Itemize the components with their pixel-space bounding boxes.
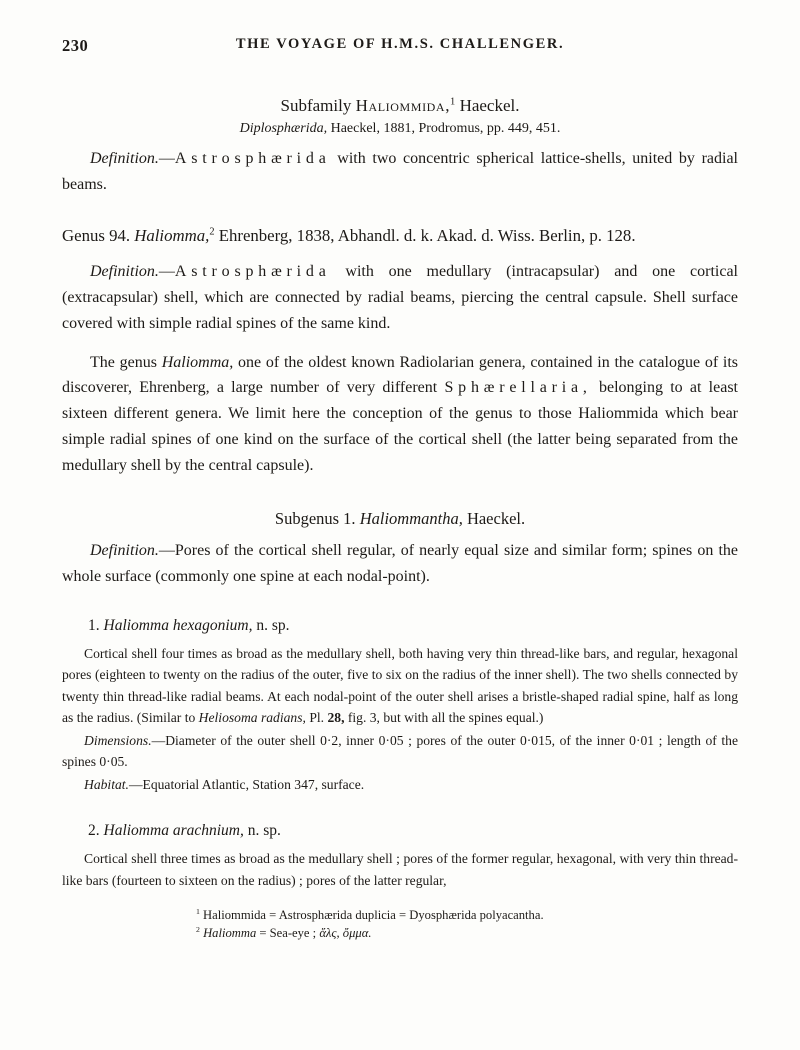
spaced-taxon-astrosphaerida: Astrosphærida <box>174 262 331 280</box>
species-number: 1. <box>88 616 104 634</box>
species-1-dimensions <box>62 730 738 773</box>
species-heading-suffix: n. sp. <box>243 822 281 840</box>
subgenus-name-italic: Haliommantha, <box>359 509 463 529</box>
discussion-text: one of the oldest known Radiolarian genera, contained in the catalogue of its discoverer, Ehrenberg, a large number of very different <box>62 353 739 397</box>
subfamily-footnote-marker: 1 <box>450 96 456 108</box>
description-text: Pl. <box>305 710 328 726</box>
subfamily-heading <box>62 96 738 116</box>
discussion-text: The genus <box>90 353 162 371</box>
description-text: Cortical shell four times as broad as the medullary shell, both having very thin thread-like bars, and regular, hexagonal pores (eighteen to twenty on the radius of the outer, five to six on the radius of the inner shell). The two shells connected by twenty thin thread-like radial beams. At each nodal-point of the outer shell arises a bristle-shaped radial spine, half as long as the radius. (Similar to <box>62 645 738 726</box>
genus-discussion-paragraph <box>62 350 738 480</box>
footnote-2-text: = Sea-eye ; <box>256 926 320 941</box>
description-text: Cortical shell three times as broad as the medullary shell ; pores of the former regular, hexagonal, with very thin thread-like bars (fourteen to sixteen on the radius) ; pores of the latter regular, <box>62 851 738 888</box>
synonym-citation: Haeckel, 1881, Prodromus, pp. 449, 451. <box>327 121 561 136</box>
plate-number-bold: 28, <box>327 710 345 726</box>
footnote-1 <box>196 906 738 924</box>
species-2-description <box>62 848 738 891</box>
subfamily-author: Haeckel. <box>455 96 520 115</box>
definition-label: Definition. <box>90 262 159 280</box>
species-name-italic: Haliomma hexagonium, <box>103 616 253 634</box>
subgenus-heading-prefix: Subgenus 1. <box>274 509 360 529</box>
dimensions-label: Dimensions. <box>84 732 152 748</box>
definition-body: Pores of the cortical shell regular, of nearly equal size and similar form; spines on the whole surface (commonly one spine at each nodal-point). <box>62 542 738 585</box>
footnote-2-greek: ἅλς, ὄμμα. <box>319 926 372 941</box>
subfamily-definition-paragraph <box>62 146 738 198</box>
footnote-2-marker: 2 <box>196 925 200 935</box>
heliosoma-radians-italic: Heliosoma radians, <box>198 710 306 726</box>
genus-heading-prefix: Genus 94. <box>62 225 135 245</box>
synonym-genus-italic: Diplosphærida, <box>239 121 328 136</box>
footnote-2 <box>196 924 738 942</box>
footnotes <box>196 906 738 943</box>
subfamily-heading-prefix: Subfamily <box>280 96 356 115</box>
dimensions-body: Diameter of the outer shell 0·2, inner 0·05 ; pores of the outer 0·015, of the inner 0·01 ; length of the spines 0·05. <box>62 732 738 770</box>
footnote-1-text: Haliommida = Astrosphærida duplicia = Dyosphærida polyacantha. <box>199 908 544 923</box>
footnote-2-haliomma-italic: Haliomma <box>203 926 257 941</box>
definition-body: with two concentric spherical lattice-shells, united by radial beams. <box>62 150 738 193</box>
species-1-heading <box>88 617 738 635</box>
synonymy-line <box>62 121 738 137</box>
subgenus-heading <box>62 509 738 529</box>
definition-label: Definition. <box>90 150 159 167</box>
spaced-taxon-astrosphaerida: Astrosphærida <box>174 150 331 167</box>
species-name-italic: Haliomma arachnium, <box>103 822 244 840</box>
species-1-description <box>62 643 738 729</box>
definition-label: Definition. <box>90 542 159 560</box>
em-dash: — <box>158 262 175 280</box>
species-number: 2. <box>88 822 104 840</box>
em-dash: — <box>158 542 175 560</box>
genus-name-italic: Haliomma, <box>134 225 210 245</box>
em-dash: — <box>128 776 143 792</box>
definition-body: with one medullary (intracapsular) and one cortical (extracapsular) shell, which are connected by radial beams, piercing the central capsule. Shell surface covered with simple radial spines of the same kind. <box>62 262 738 332</box>
page-header <box>62 36 738 58</box>
discussion-text: belonging to at least sixteen different genera. We limit here the conception of the genus to those Haliommida which bear simple radial spines of one kind on the surface of the cortical shell (the latter being separated from the medullary shell by the central capsule). <box>62 379 738 475</box>
genus-heading <box>62 226 738 246</box>
habitat-label: Habitat. <box>84 776 129 792</box>
species-1-habitat <box>62 774 738 795</box>
species-heading-suffix: n. sp. <box>252 616 290 634</box>
subgenus-author: Haeckel. <box>462 509 526 529</box>
genus-heading-citation: Ehrenberg, 1838, Abhandl. d. k. Akad. d. Wiss. Berlin, p. 128. <box>214 225 636 245</box>
subfamily-name: Haliommida, <box>355 96 451 115</box>
genus-footnote-marker: 2 <box>209 226 215 238</box>
subgenus-definition-paragraph <box>62 538 738 590</box>
page-number: 230 <box>62 36 89 55</box>
em-dash: — <box>151 732 166 748</box>
running-title: THE VOYAGE OF H.M.S. CHALLENGER. <box>235 36 565 52</box>
description-text: fig. 3, but with all the spines equal.) <box>344 710 544 726</box>
spaced-taxon-sphaerellaria: Sphærellaria, <box>444 379 592 397</box>
em-dash: — <box>158 150 175 167</box>
species-2-heading <box>88 822 738 840</box>
genus-definition-paragraph <box>62 259 738 337</box>
habitat-body: Equatorial Atlantic, Station 347, surface. <box>142 776 365 792</box>
haliomma-italic: Haliomma, <box>161 353 234 371</box>
footnote-1-marker: 1 <box>196 906 200 916</box>
